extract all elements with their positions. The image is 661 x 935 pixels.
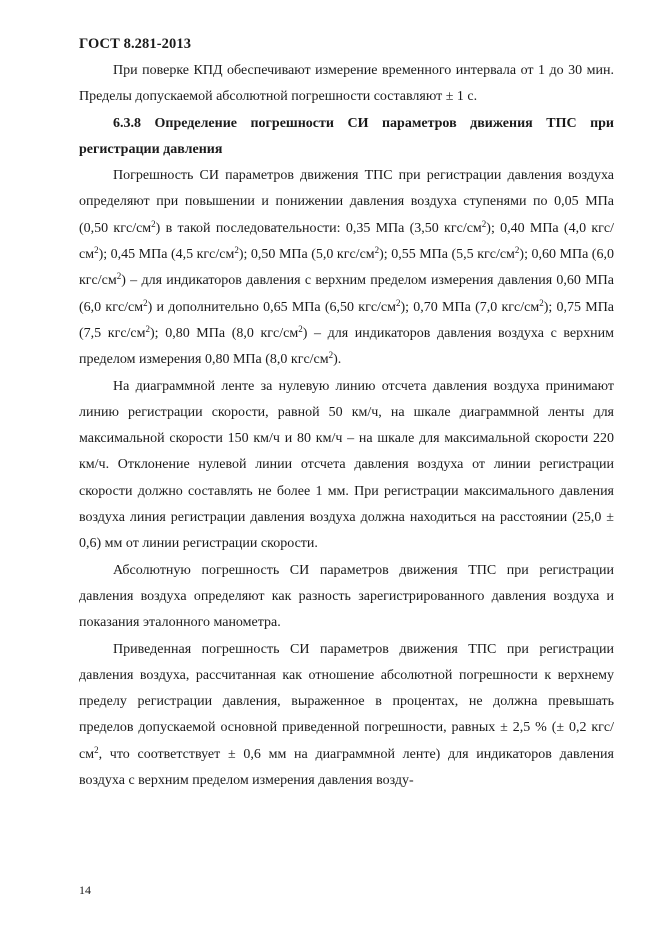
paragraph-timer-verification: При поверке КПД обеспечивают измерение временного интервала от 1 до 30 мин. Пределы допускаемой абсолютной погрешности составляют ± 1 с. [79, 63, 614, 105]
paragraph-pressure-steps: Погрешность СИ параметров движения ТПС при регистрации давления воздуха определяют при повышении и понижении давления воздуха ступенями по 0,05 МПа (0,50 кгс/$см^2$) в такой последовательности: 0,35 МПа (3,50 кгс/$см^2$); 0,40 МПа (4,0 кгс/$см^2$); 0,45 МПа (4,5 кгс/$см^2$); 0,50 МПа (5,0 кгс/$см^2$); 0,55 МПа (5,5 кгс/$см^2$); 0,60 МПа (6,0 кгс/$см^2$) – для индикаторов давления с верхним пределом измерения давления 0,60 МПа (6,0 кгс/$см^2$) и дополнительно 0,65 МПа (6,50 кгс/$см^2$); 0,70 МПа (7,0 кгс/$см^2$); 0,75 МПа (7,5 кгс/$см^2$); 0,80 МПа (8,0 кгс/$см^2$) – для индикаторов давления воздуха с верхним пределом измерения 0,80 МПа (8,0 кгс/$см^2$). [79, 168, 615, 368]
paragraph-reduced-error: Приведенная погрешность СИ параметров движения ТПС при регистрации давления воздуха, рассчитанная как отношение абсолютной погрешности к верхнему пределу регистрации давления, выраженное в процентах, не должна превышать пределов допускаемой основной приведенной погрешности, равных ± 2,5 % (± 0,2 кгс/$см^2$, что соответствует ± 0,6 мм на диаграммной ленте) для индикаторов давления воздуха с верхним пределом измерения давления возду- [79, 641, 614, 789]
page-number: 14 [79, 883, 91, 897]
section-heading-6-3-8: 6.3.8 Определение погрешности СИ параметров движения ТПС при регистрации давления [79, 115, 614, 157]
document-body [79, 58, 614, 794]
paragraph-diagram-tape-zero-line: На диаграммной ленте за нулевую линию отсчета давления воздуха принимают линию регистрации скорости, равной 50 км/ч, на шкале диаграммной ленты для максимальной скорости 150 км/ч и 80 км/ч – на шкале для максимальной скорости 220 км/ч. Отклонение нулевой линии отсчета давления воздуха от линии регистрации скорости должно составлять не более 1 мм. При регистрации максимального давления воздуха линия регистрации давления воздуха должна находиться на расстоянии (25,0 ± 0,6) мм от линии регистрации скорости. [79, 378, 614, 552]
document-header: ГОСТ 8.281-2013 [79, 36, 192, 52]
paragraph-absolute-error: Абсолютную погрешность СИ параметров движения ТПС при регистрации давления воздуха определяют как разность зарегистрированного давления воздуха и показания эталонного манометра. [79, 562, 614, 631]
